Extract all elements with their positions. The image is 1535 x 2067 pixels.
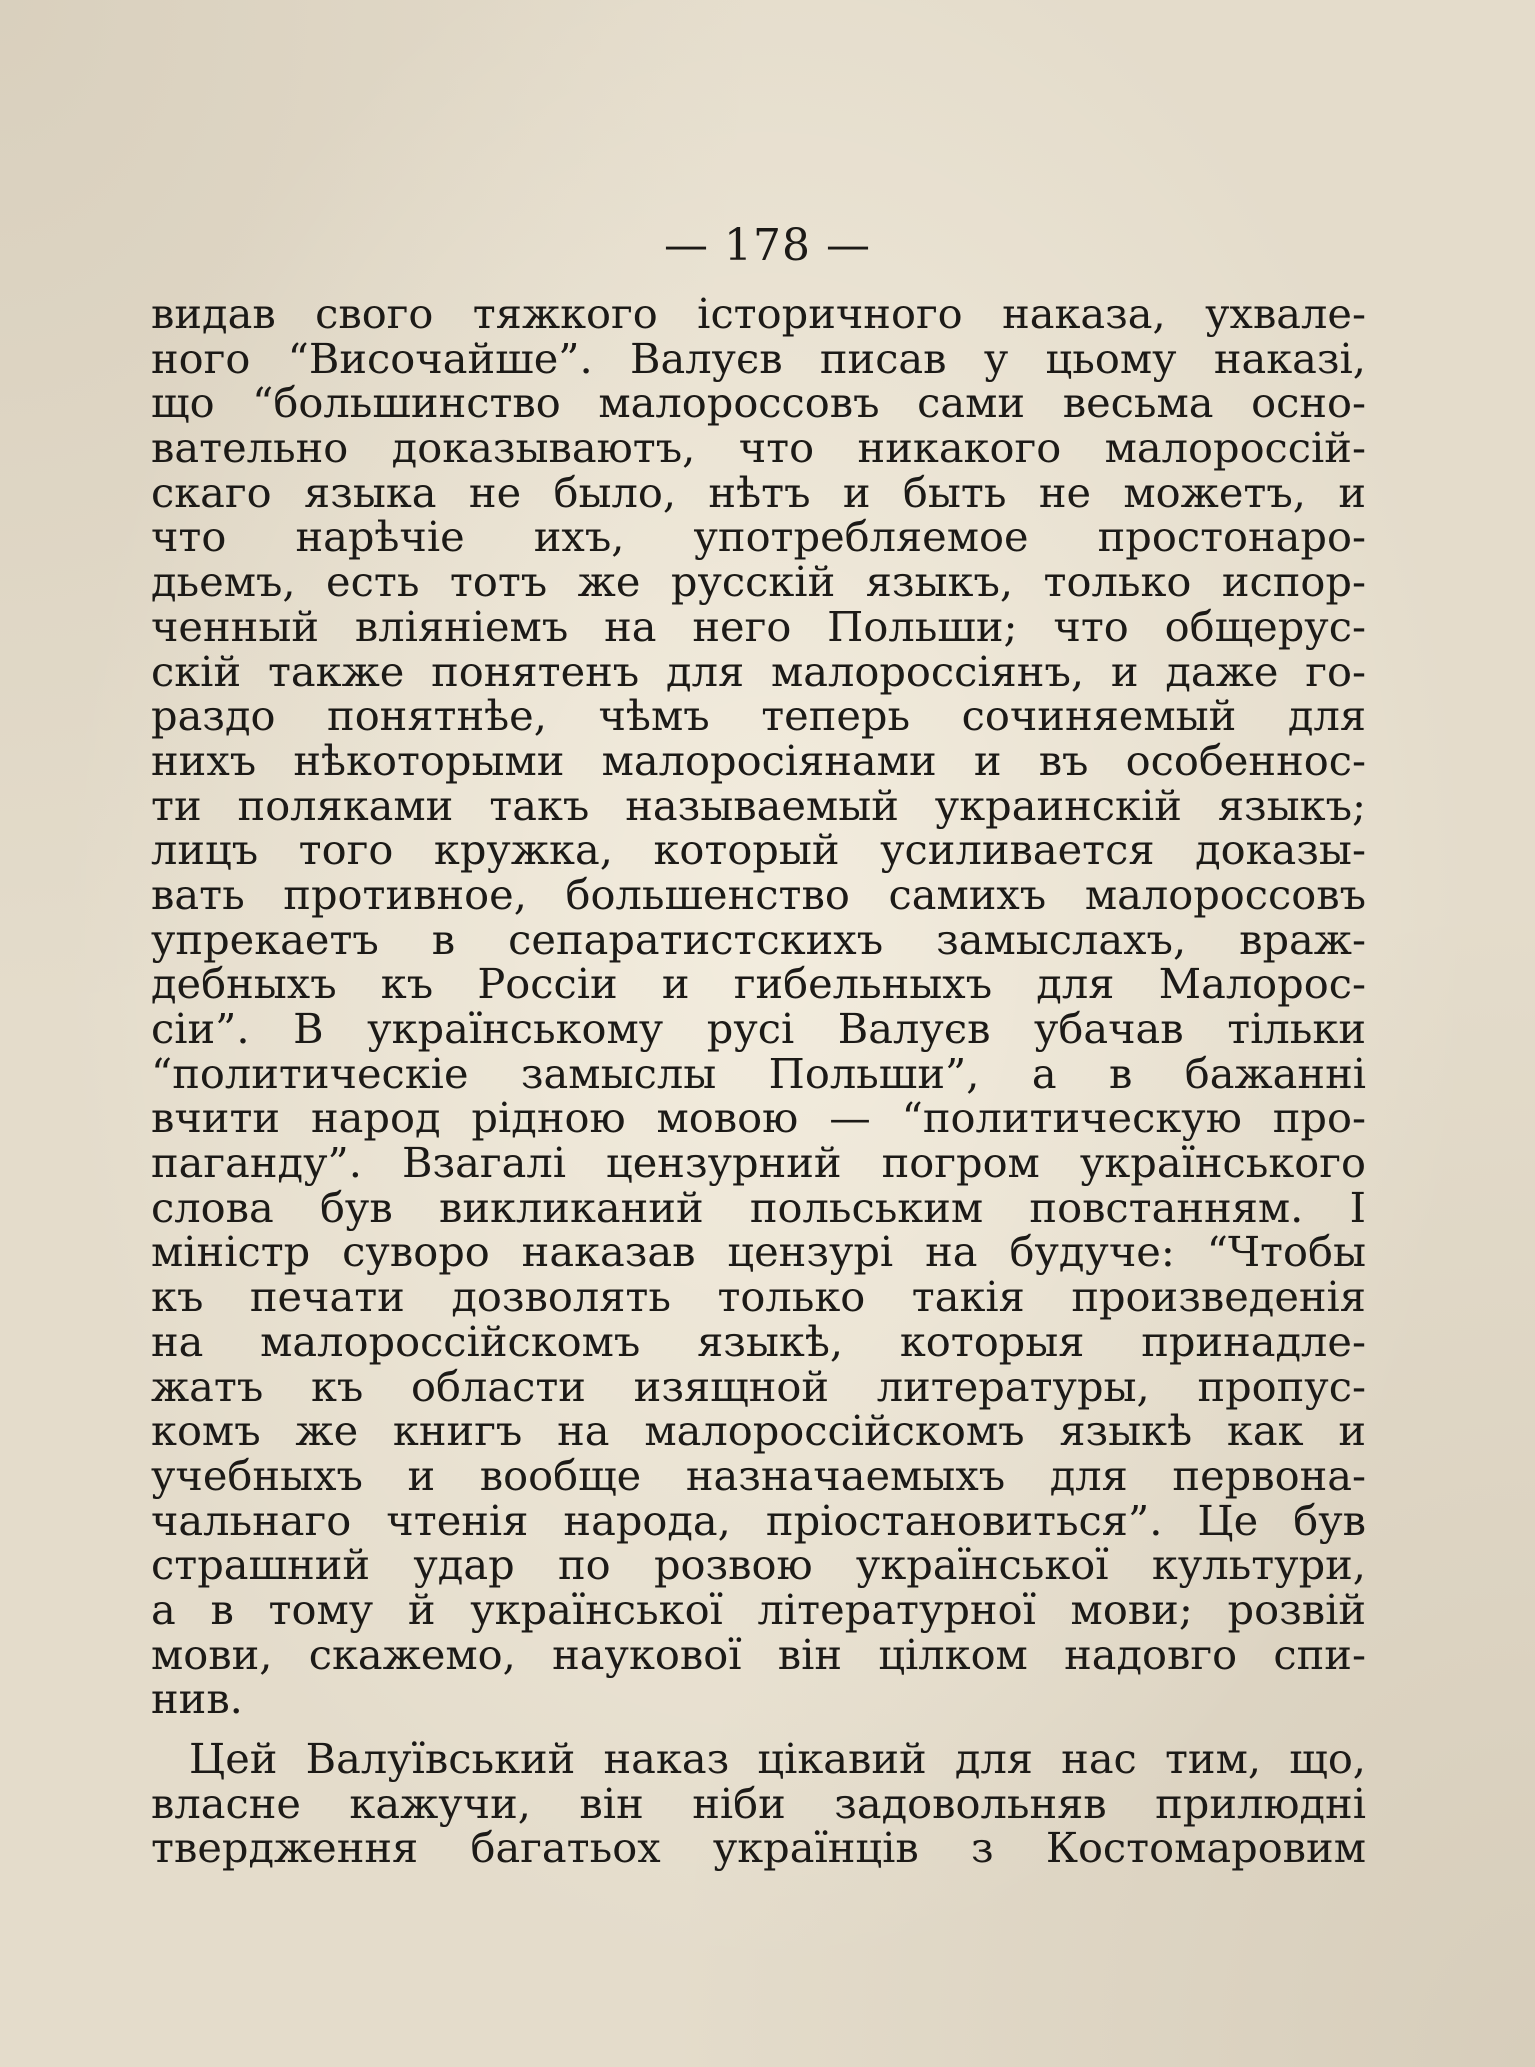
text-line: комъ же книгъ на малороссійскомъ языкѣ как и xyxy=(151,1406,1366,1456)
text-line: твердження багатьох українців з Костомаровим xyxy=(151,1823,1366,1873)
text-line: скій также понятенъ для малороссіянъ, и даже го- xyxy=(151,646,1366,696)
text-line: міністр суворо наказав цензурі на будуче: “Чтобы xyxy=(151,1227,1366,1277)
text-line: а в тому й української літературної мови; розвій xyxy=(151,1584,1366,1634)
text-line: вательно доказываютъ, что никакого малороссій- xyxy=(151,423,1366,473)
text-line: “политическіе замыслы Польши”, а в бажанні xyxy=(151,1048,1366,1098)
text-line: ти поляками такъ называемый украинскій языкъ; xyxy=(151,780,1366,830)
text-line: слова був викликаний польським повстанням. І xyxy=(151,1182,1366,1232)
text-line: страшний удар по розвою української культури, xyxy=(151,1540,1366,1590)
text-line: ченный вліяніемъ на него Польши; что общерус- xyxy=(151,601,1366,651)
text-line: учебныхъ и вообще назначаемыхъ для первона- xyxy=(151,1450,1366,1500)
text-line: вчити народ рідною мовою — “политическую про- xyxy=(151,1093,1366,1143)
paragraph-1 xyxy=(151,289,1366,1724)
text-line: что нарѣчіе ихъ, употребляемое простонаро- xyxy=(151,512,1366,562)
paragraph-2 xyxy=(151,1734,1366,1873)
text-line: ного “Височайше”. Валуєв писав у цьому наказі, xyxy=(151,333,1366,383)
text-line: раздо понятнѣе, чѣмъ теперь сочиняемый для xyxy=(151,691,1366,741)
text-line: що “большинство малороссовъ сами весьма осно- xyxy=(151,378,1366,428)
text-line: дебныхъ къ Россіи и гибельныхъ для Малорос- xyxy=(151,959,1366,1009)
text-line: мови, скажемо, наукової він цілком надовго спи- xyxy=(151,1629,1366,1679)
text-line: видав свого тяжкого історичного наказа, ухвале- xyxy=(151,289,1366,338)
text-line: вать противное, большенство самихъ малороссовъ xyxy=(151,869,1366,919)
text-line: на малороссійскомъ языкѣ, которыя принадле- xyxy=(151,1316,1366,1366)
text-line: лицъ того кружка, который усиливается доказы- xyxy=(151,825,1366,875)
text-line: жатъ къ области изящной литературы, пропус- xyxy=(151,1361,1366,1411)
text-line: паганду”. Взагалі цензурний погром українського xyxy=(151,1138,1366,1188)
page-number: — 178 — xyxy=(664,220,871,271)
text-line: сіи”. В українському русі Валуєв убачав тільки xyxy=(151,1004,1366,1053)
text-line: дьемъ, есть тотъ же русскій языкъ, только испор- xyxy=(151,557,1366,607)
text-line: скаго языка не было, нѣтъ и быть не можетъ, и xyxy=(151,467,1366,517)
text-line: нихъ нѣкоторыми малоросіянами и въ особеннос- xyxy=(151,735,1366,785)
text-line: нив. xyxy=(151,1674,243,1724)
body-text xyxy=(151,289,1366,1873)
text-line: къ печати дозволять только такія произведенія xyxy=(151,1272,1366,1322)
text-line: власне кажучи, він ніби задовольняв прилюдні xyxy=(151,1778,1366,1828)
text-line: Цей Валуївський наказ цікавий для нас тим, що, xyxy=(189,1734,1366,1783)
text-line: упрекаетъ в сепаратистскихъ замыслахъ, враж- xyxy=(151,914,1366,964)
text-line: чальнаго чтенія народа, пріостановиться”. Це був xyxy=(151,1495,1366,1545)
